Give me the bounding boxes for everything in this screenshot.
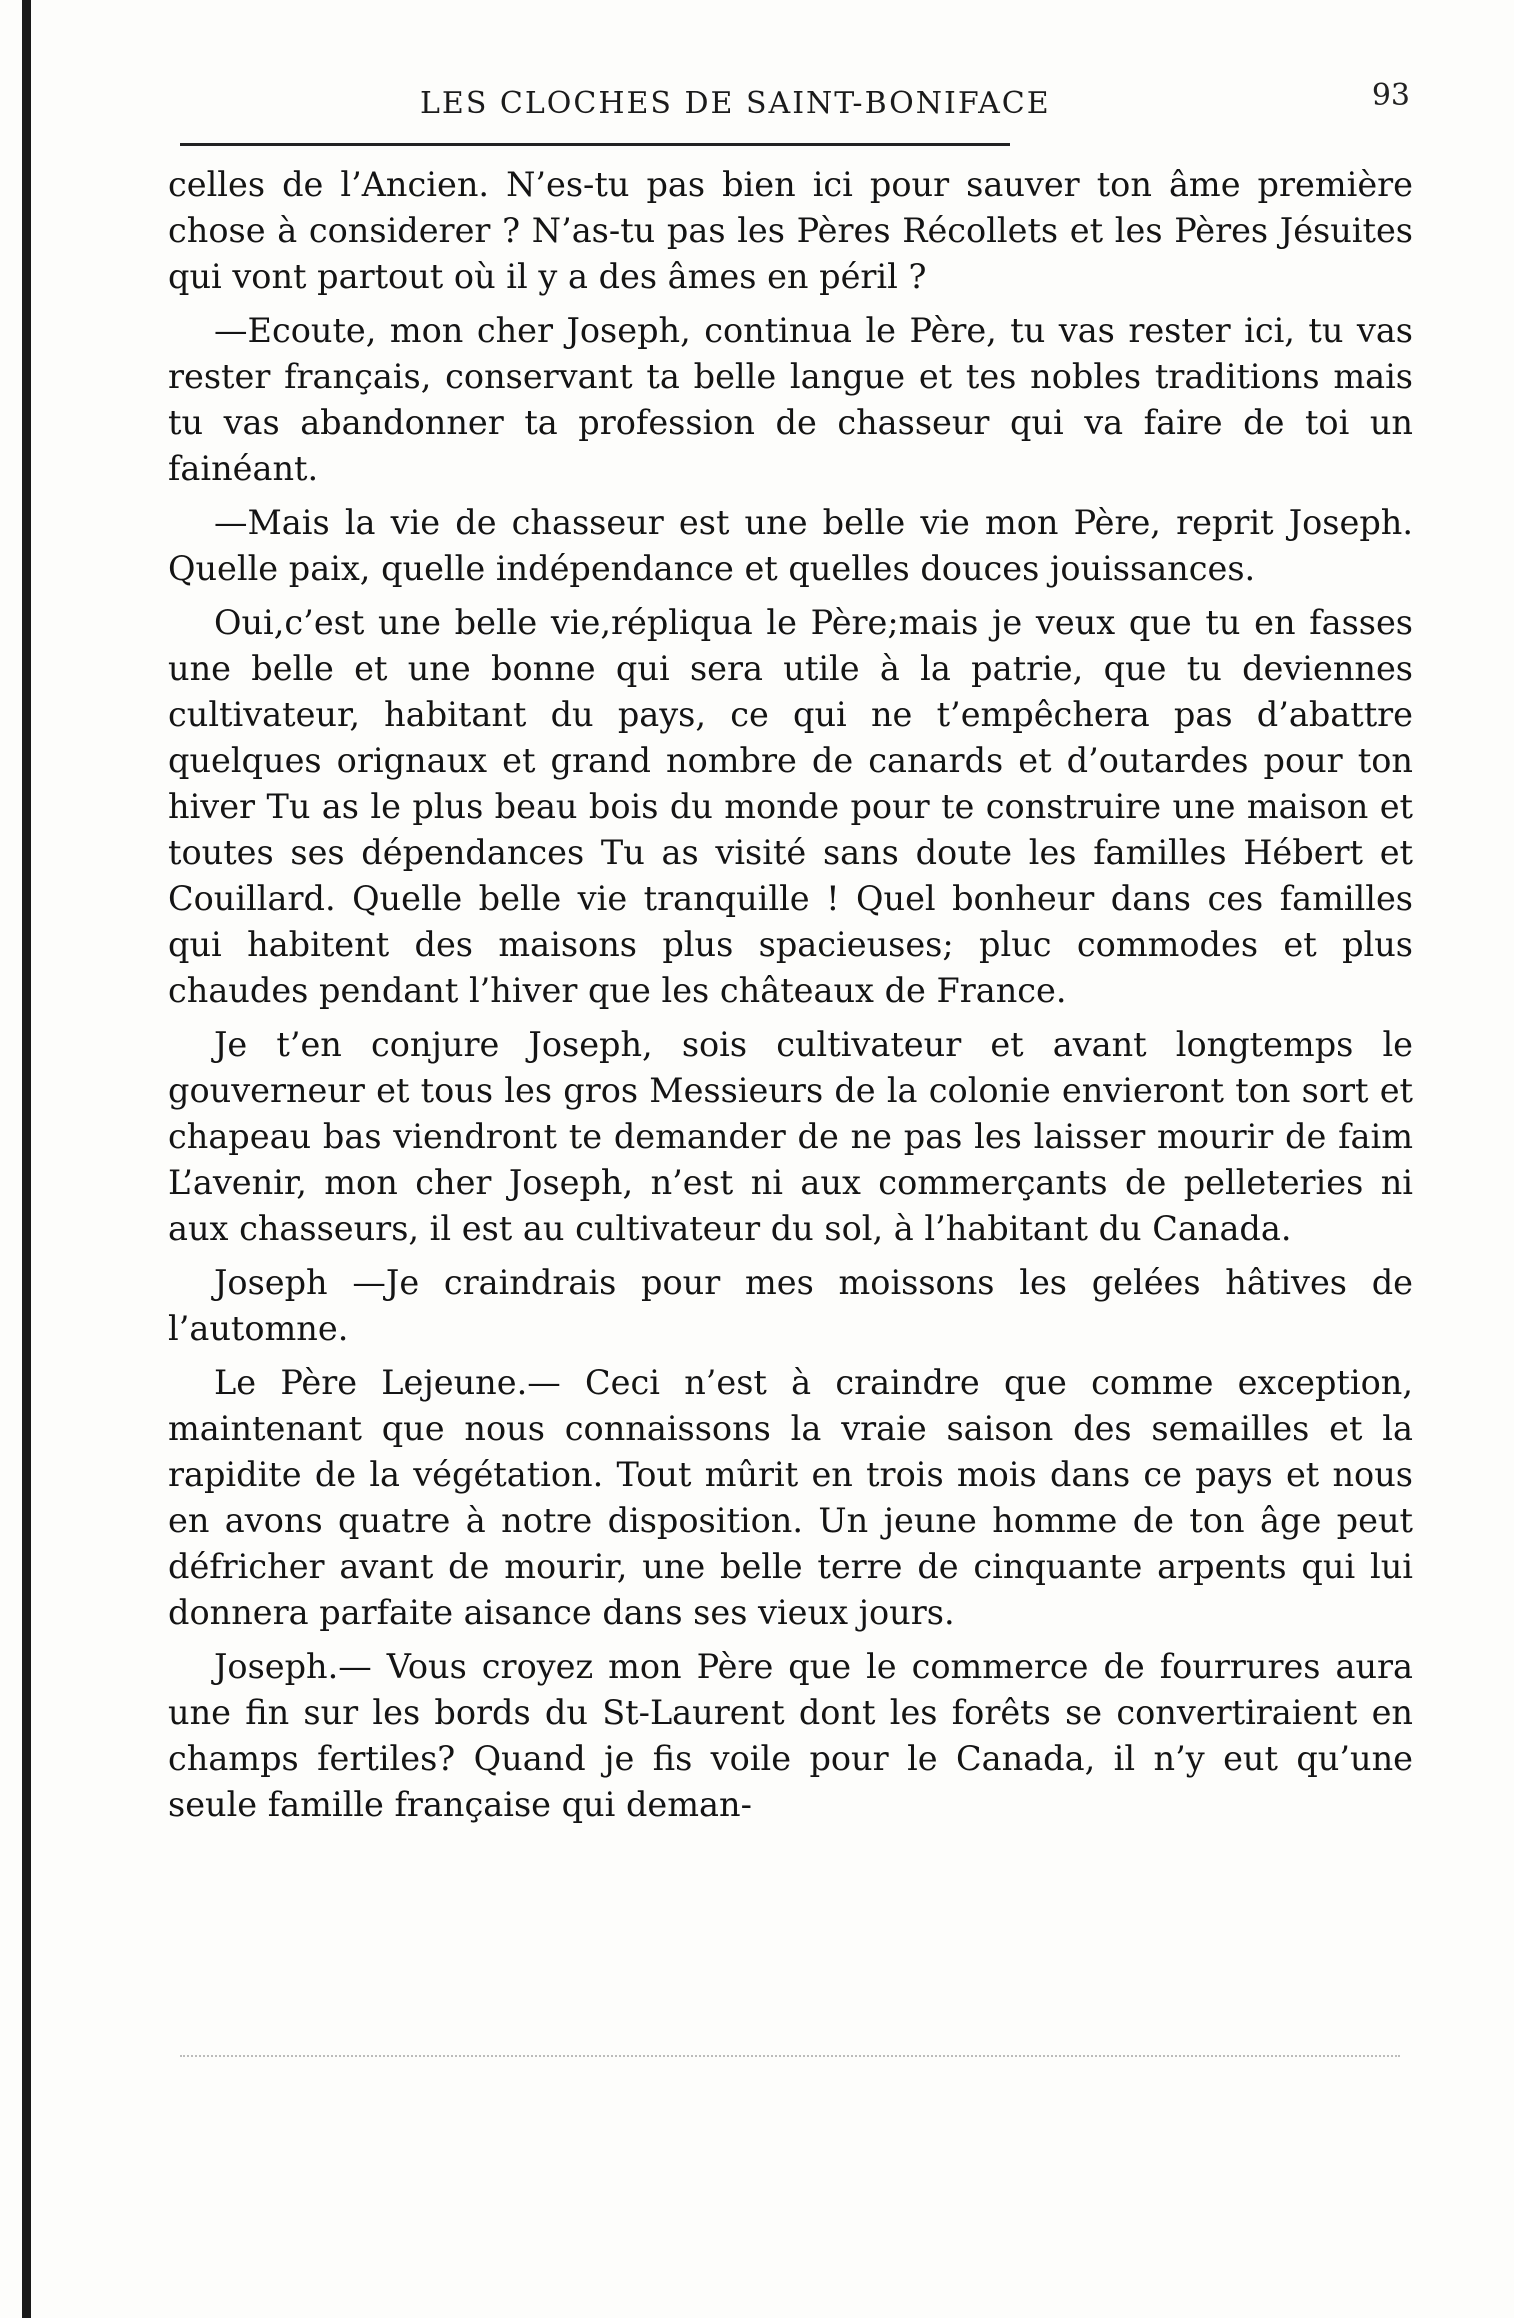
paragraph: Je t’en conjure Joseph, sois cultivateur et avant longtemps le gouverneur et tous les gros Messieurs de la colonie envieront ton sort et chapeau bas viendront te demander de ne pas les laisser mourir de faim L’avenir, mon cher Joseph, n’est ni aux commerçants de pelleteries ni aux chasseurs, il est au cultivateur du sol, à l’habitant du Canada. xyxy=(168,1025,1413,1248)
paragraph: celles de l’Ancien. N’es-tu pas bien ici pour sauver ton âme première chose à considerer ? N’as-tu pas les Pères Récollets et les Pères Jésuites qui vont partout où il y a des âmes en péril ? xyxy=(168,165,1413,296)
paragraph: —Mais la vie de chasseur est une belle vie mon Père, reprit Joseph. Quelle paix, quelle indépendance et quelles douces jouissances. xyxy=(168,503,1413,588)
paragraph: —Ecoute, mon cher Joseph, continua le Père, tu vas rester ici, tu vas rester français, conservant ta belle langue et tes nobles traditions mais tu vas abandonner ta profession de chasseur qui va faire de toi un fainéant. xyxy=(168,311,1413,488)
page-binding-edge xyxy=(22,0,31,2318)
page-header xyxy=(150,78,1430,138)
body-text xyxy=(168,162,1413,1836)
page-number: 93 xyxy=(1371,78,1410,113)
paragraph: Le Père Lejeune.— Ceci n’est à craindre que comme exception, maintenant que nous connaissons la vraie saison des semailles et la rapidite de la végétation. Tout mûrit en trois mois dans ce pays et nous en avons quatre à notre disposition. Un jeune homme de ton âge peut défricher avant de mourir, une belle terre de cinquante arpents qui lui donnera parfaite aisance dans ses vieux jours. xyxy=(168,1363,1413,1632)
paragraph: Joseph —Je craindrais pour mes moissons les gelées hâtives de l’automne. xyxy=(168,1263,1413,1348)
header-rule xyxy=(180,143,1010,146)
print-bleed-through xyxy=(180,2055,1400,2073)
running-title: LES CLOCHES DE SAINT-BONIFACE xyxy=(420,86,1051,121)
paragraph: Joseph.— Vous croyez mon Père que le commerce de fourrures aura une fin sur les bords du St-Laurent dont les forêts se convertiraient en champs fertiles? Quand je fis voile pour le Canada, il n’y eut qu’une seule famille française qui deman- xyxy=(168,1647,1413,1824)
paragraph: Oui,c’est une belle vie,répliqua le Père;mais je veux que tu en fasses une belle et une bonne qui sera utile à la patrie, que tu deviennes cultivateur, habitant du pays, ce qui ne t’empêchera pas d’abattre quelques orignaux et grand nombre de canards et d’outardes pour ton hiver Tu as le plus beau bois du monde pour te construire une maison et toutes ses dépendances Tu as visité sans doute les familles Hébert et Couillard. Quelle belle vie tranquille ! Quel bonheur dans ces familles qui habitent des maisons plus spacieuses; pluc commodes et plus chaudes pendant l’hiver que les châteaux de France. xyxy=(168,603,1413,1010)
